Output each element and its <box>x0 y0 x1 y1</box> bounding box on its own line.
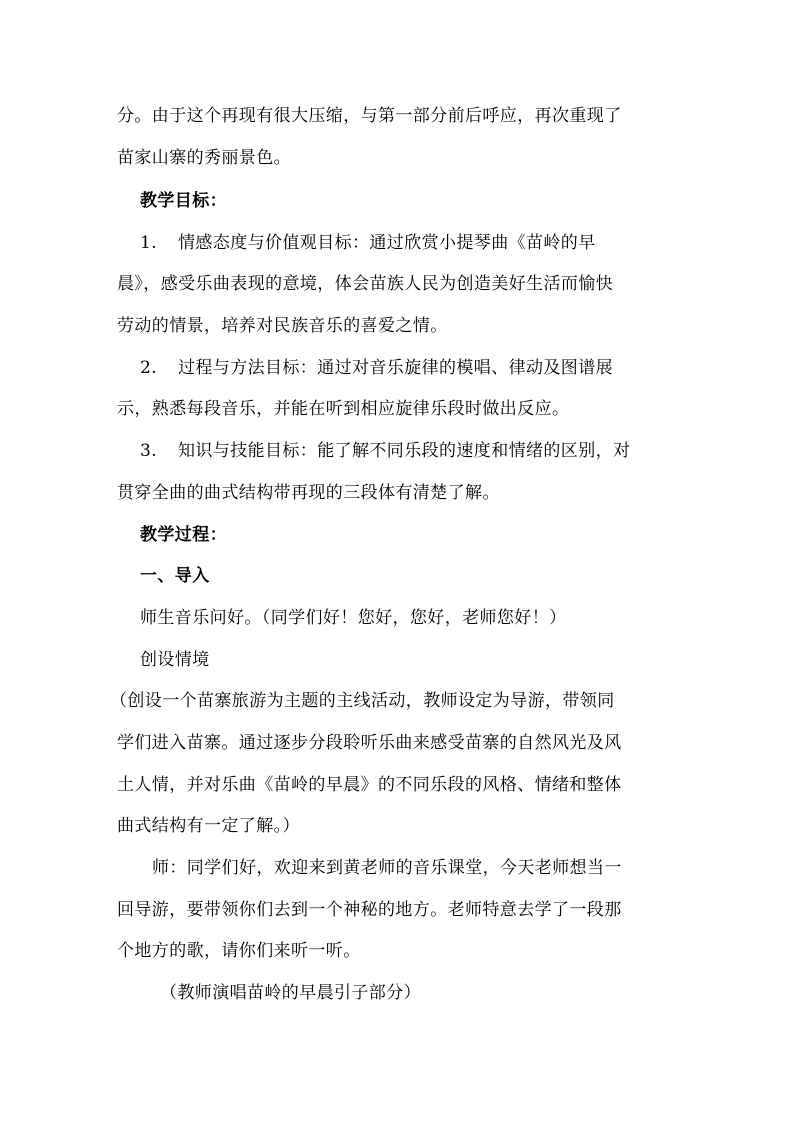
paragraph-1-line-2: 苗家山寨的秀丽景色。 <box>117 148 291 168</box>
situation-note-line-3: 土人情，并对乐曲《苗岭的早晨》的不同乐段的风格、情绪和整体 <box>117 775 622 795</box>
objective-2-line-1 <box>140 356 700 380</box>
objectives-heading: 教学目标： <box>140 191 227 211</box>
objective-1-line-1 <box>140 231 700 255</box>
situation-note-line-1: （创设一个苗寨旅游为主题的主线活动，教师设定为导游，带领同 <box>110 691 615 711</box>
objective-3-line-2: 贯穿全曲的曲式结构带再现的三段体有清楚了解。 <box>117 483 500 503</box>
objective-1-number: 1. <box>140 233 158 253</box>
teacher-speech-line-3: 个地方的歌，请你们来听一听。 <box>117 941 361 961</box>
objective-3-text: 知识与技能目标：能了解不同乐段的速度和情绪的区别，对 <box>178 441 631 461</box>
greeting-line: 师生音乐问好。（同学们好！您好，您好，老师您好！） <box>140 608 567 628</box>
objective-2-number: 2. <box>140 358 158 378</box>
stage-direction: （教师演唱苗岭的早晨引子部分） <box>160 983 421 1003</box>
situation-label: 创设情境 <box>140 650 210 670</box>
objective-1-text: 情感态度与价值观目标：通过欣赏小提琴曲《苗岭的早 <box>178 233 596 253</box>
teacher-speech-line-2: 回导游，要带领你们去到一个神秘的地方。老师特意去学了一段那 <box>117 900 622 920</box>
objective-2-line-2: 示，熟悉每段音乐，并能在听到相应旋律乐段时做出反应。 <box>117 399 570 419</box>
objective-1-line-3: 劳动的情景，培养对民族音乐的喜爱之情。 <box>117 316 448 336</box>
situation-note-line-4: 曲式结构有一定了解。） <box>117 816 300 836</box>
paragraph-1-line-1: 分。由于这个再现有很大压缩，与第一部分前后呼应，再次重现了 <box>117 106 622 126</box>
section-1-heading: 一、导入 <box>140 566 210 586</box>
objective-3-line-1 <box>140 439 700 463</box>
objective-2-text: 过程与方法目标：通过对音乐旋律的模唱、律动及图谱展 <box>178 358 613 378</box>
objective-3-number: 3. <box>140 441 158 461</box>
situation-note-line-2: 学们进入苗寨。通过逐步分段聆听乐曲来感受苗寨的自然风光及风 <box>117 733 622 753</box>
process-heading: 教学过程： <box>140 525 227 545</box>
objective-1-line-2: 晨》，感受乐曲表现的意境，体会苗族人民为创造美好生活而愉快 <box>117 274 614 294</box>
teacher-speech-line-1: 师：同学们好，欢迎来到黄老师的音乐课堂，今天老师想当一 <box>152 858 622 878</box>
